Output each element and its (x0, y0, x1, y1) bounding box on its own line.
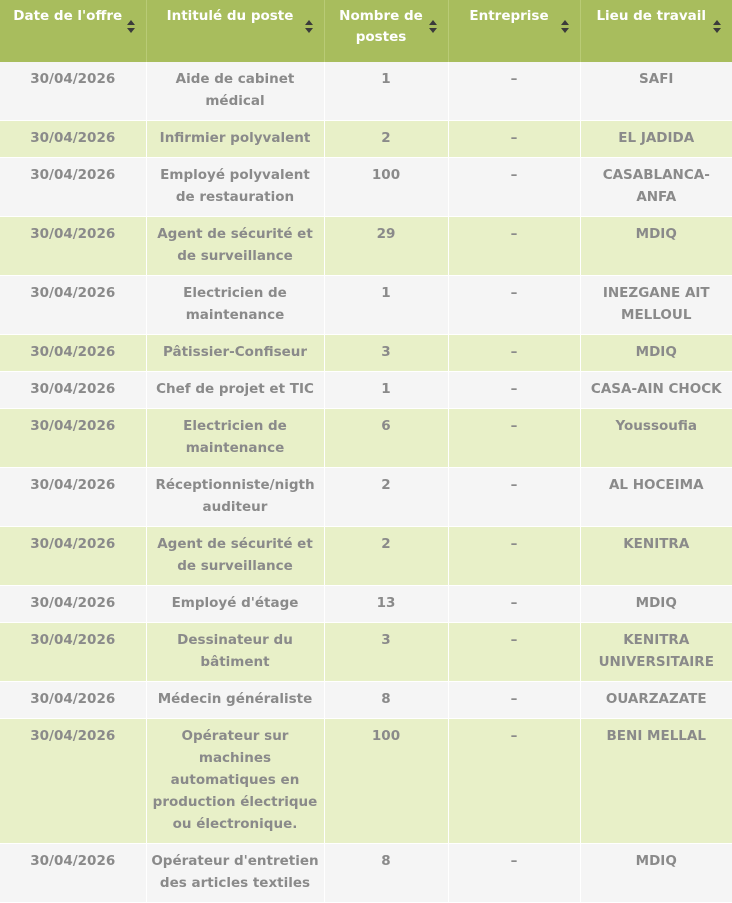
cell-poste: Médecin généraliste (146, 682, 324, 719)
cell-lieu: KENITRA UNIVERSITAIRE (580, 623, 732, 682)
cell-nombre: 13 (324, 586, 448, 623)
cell-nombre: 6 (324, 409, 448, 468)
cell-poste: Réceptionniste/nigth auditeur (146, 468, 324, 527)
cell-entreprise: – (448, 121, 580, 158)
cell-entreprise: – (448, 276, 580, 335)
header-lieu-label: Lieu de travail (596, 8, 707, 24)
cell-poste: Electricien de maintenance (146, 409, 324, 468)
table-row (0, 276, 732, 335)
cell-lieu: MDIQ (580, 335, 732, 372)
cell-date: 30/04/2026 (0, 468, 146, 527)
cell-lieu: MDIQ (580, 217, 732, 276)
table-row (0, 217, 732, 276)
cell-date: 30/04/2026 (0, 276, 146, 335)
table-row (0, 623, 732, 682)
cell-poste: Pâtissier-Confiseur (146, 335, 324, 372)
cell-entreprise: – (448, 719, 580, 844)
cell-date: 30/04/2026 (0, 682, 146, 719)
header-poste-label: Intitulé du poste (166, 8, 294, 24)
cell-date: 30/04/2026 (0, 719, 146, 844)
cell-date: 30/04/2026 (0, 335, 146, 372)
cell-lieu: KENITRA (580, 527, 732, 586)
cell-lieu: OUARZAZATE (580, 682, 732, 719)
cell-nombre: 1 (324, 62, 448, 121)
cell-entreprise: – (448, 682, 580, 719)
cell-entreprise: – (448, 586, 580, 623)
cell-entreprise: – (448, 62, 580, 121)
cell-entreprise: – (448, 217, 580, 276)
cell-poste: Dessinateur du bâtiment (146, 623, 324, 682)
table-row (0, 158, 732, 217)
sort-arrows-icon[interactable] (305, 20, 314, 34)
cell-date: 30/04/2026 (0, 844, 146, 903)
cell-nombre: 3 (324, 623, 448, 682)
cell-entreprise: – (448, 468, 580, 527)
cell-entreprise: – (448, 844, 580, 903)
cell-lieu: BENI MELLAL (580, 719, 732, 844)
cell-poste: Agent de sécurité et de surveillance (146, 217, 324, 276)
sort-arrows-icon[interactable] (429, 20, 438, 34)
cell-date: 30/04/2026 (0, 409, 146, 468)
cell-lieu: AL HOCEIMA (580, 468, 732, 527)
header-nombre-label: Nombre de postes (339, 8, 423, 45)
header-poste[interactable] (146, 0, 324, 62)
cell-date: 30/04/2026 (0, 527, 146, 586)
sort-arrows-icon[interactable] (561, 20, 570, 34)
cell-poste: Agent de sécurité et de surveillance (146, 527, 324, 586)
header-date[interactable] (0, 0, 146, 62)
table-row (0, 121, 732, 158)
cell-lieu: EL JADIDA (580, 121, 732, 158)
cell-nombre: 8 (324, 844, 448, 903)
cell-date: 30/04/2026 (0, 372, 146, 409)
cell-date: 30/04/2026 (0, 62, 146, 121)
cell-date: 30/04/2026 (0, 121, 146, 158)
cell-poste: Opérateur d'entretien des articles textiles (146, 844, 324, 903)
cell-entreprise: – (448, 372, 580, 409)
cell-poste: Opérateur sur machines automatiques en production électrique ou électronique. (146, 719, 324, 844)
cell-nombre: 8 (324, 682, 448, 719)
header-lieu[interactable] (580, 0, 732, 62)
cell-entreprise: – (448, 527, 580, 586)
table-body (0, 62, 732, 903)
cell-nombre: 100 (324, 719, 448, 844)
cell-lieu: MDIQ (580, 844, 732, 903)
cell-date: 30/04/2026 (0, 623, 146, 682)
table-row (0, 527, 732, 586)
sort-arrows-icon[interactable] (713, 20, 722, 34)
table-row (0, 409, 732, 468)
sort-arrows-icon[interactable] (127, 20, 136, 34)
table-row (0, 468, 732, 527)
cell-nombre: 1 (324, 276, 448, 335)
cell-entreprise: – (448, 623, 580, 682)
cell-lieu: SAFI (580, 62, 732, 121)
table-row (0, 844, 732, 903)
cell-lieu: INEZGANE AIT MELLOUL (580, 276, 732, 335)
cell-date: 30/04/2026 (0, 217, 146, 276)
cell-nombre: 3 (324, 335, 448, 372)
cell-poste: Employé d'étage (146, 586, 324, 623)
cell-nombre: 29 (324, 217, 448, 276)
cell-lieu: MDIQ (580, 586, 732, 623)
cell-poste: Infirmier polyvalent (146, 121, 324, 158)
cell-nombre: 100 (324, 158, 448, 217)
table-row (0, 586, 732, 623)
header-row (0, 0, 732, 62)
header-entreprise[interactable] (448, 0, 580, 62)
table-row (0, 335, 732, 372)
table-row (0, 682, 732, 719)
cell-nombre: 2 (324, 468, 448, 527)
cell-nombre: 2 (324, 527, 448, 586)
cell-entreprise: – (448, 409, 580, 468)
cell-poste: Employé polyvalent de restauration (146, 158, 324, 217)
cell-date: 30/04/2026 (0, 586, 146, 623)
cell-lieu: CASABLANCA-ANFA (580, 158, 732, 217)
header-date-label: Date de l'offre (13, 8, 123, 24)
header-entreprise-label: Entreprise (469, 8, 549, 24)
cell-nombre: 1 (324, 372, 448, 409)
cell-lieu: CASA-AIN CHOCK (580, 372, 732, 409)
table-row (0, 719, 732, 844)
cell-poste: Chef de projet et TIC (146, 372, 324, 409)
cell-poste: Electricien de maintenance (146, 276, 324, 335)
cell-lieu: Youssoufia (580, 409, 732, 468)
cell-date: 30/04/2026 (0, 158, 146, 217)
header-nombre[interactable] (324, 0, 448, 62)
cell-entreprise: – (448, 158, 580, 217)
table-row (0, 62, 732, 121)
cell-entreprise: – (448, 335, 580, 372)
table-row (0, 372, 732, 409)
table-header (0, 0, 732, 62)
cell-poste: Aide de cabinet médical (146, 62, 324, 121)
cell-nombre: 2 (324, 121, 448, 158)
